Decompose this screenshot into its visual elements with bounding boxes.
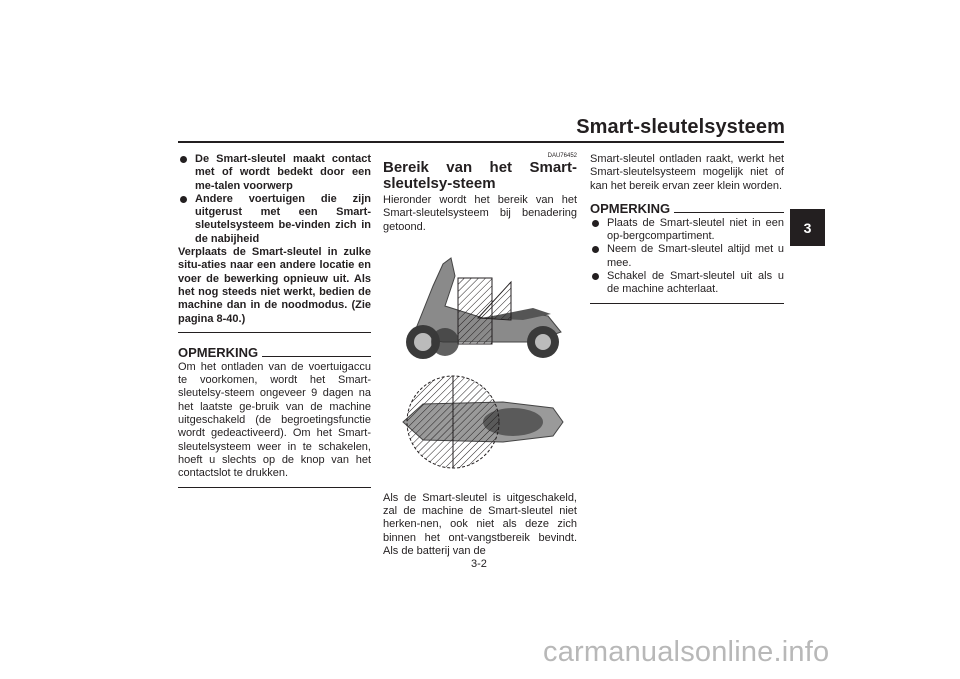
column-middle	[383, 153, 577, 558]
bullet-text: Plaats de Smart-sleutel niet in een op-bergcompartiment.	[607, 216, 784, 243]
warning-paragraph: Verplaats de Smart-sleutel in zulke situ-aties naar een andere locatie en voer de bewerking opnieuw uit. Als het nog steeds niet werkt, bedien de machine dan in de noodmodus. (Zie pagina 8-40.)	[178, 246, 371, 325]
watermark[interactable]: carmanualsonline.info	[543, 636, 830, 668]
bullet-item	[590, 217, 784, 244]
column-left	[178, 153, 371, 488]
section-divider	[178, 332, 371, 333]
bullet-item	[590, 270, 784, 297]
note-heading-rule	[674, 212, 784, 213]
note-heading-label: OPMERKING	[590, 200, 671, 216]
scooter-top-view-illustration	[383, 374, 577, 470]
bullet-dot-icon	[592, 246, 599, 253]
bullet-dot-icon	[592, 220, 599, 227]
note-text: Om het ontladen van de voertuigaccu te voorkomen, wordt het Smart-sleutelsy-steem ongeveer 9 dagen na het laatste ge-bruik van de machine uitgeschakeld (de begroetingsfunctie wordt gedeactiveerd). Om het Smart-sleutelsysteem weer in te schakelen, hoeft u slechts op de knop van het contactslot te drukken.	[178, 360, 371, 480]
continued-text: Smart-sleutel ontladen raakt, werkt het Smart-sleutelsysteem mogelijk niet of kan het bereik ervan zeer klein worden.	[590, 153, 784, 192]
note-end-rule	[590, 303, 784, 304]
bullet-dot-icon	[592, 273, 599, 280]
section-heading: Bereik van het Smart-sleutelsy-steem	[383, 159, 577, 192]
page-title: Smart-sleutelsysteem	[576, 116, 785, 138]
note-heading-label: OPMERKING	[178, 344, 259, 360]
bullet-text: De Smart-sleutel maakt contact met of wordt bedekt door een me-talen voorwerp	[195, 153, 371, 192]
bullet-text: Andere voertuigen die zijn uitgerust met een Smart-sleutelsysteem be-vinden zich in de nabijheid	[195, 192, 371, 245]
note-end-rule	[178, 487, 371, 488]
bullet-dot-icon	[180, 156, 187, 163]
scooter-side-view-illustration	[383, 246, 577, 366]
note-heading-rule	[262, 356, 371, 357]
intro-text: Hieronder wordt het bereik van het Smart-sleutelsysteem bij benadering getoond.	[383, 194, 577, 233]
page-number: 3-2	[471, 558, 487, 570]
header-rule	[178, 141, 784, 143]
bullet-text: Neem de Smart-sleutel altijd met u mee.	[607, 243, 784, 269]
bullet-item	[178, 193, 371, 246]
note-heading	[178, 345, 371, 360]
chapter-tab[interactable]: 3	[790, 209, 825, 246]
bullet-text: Schakel de Smart-sleutel uit als u de machine achterlaat.	[607, 270, 784, 296]
body-text: Als de Smart-sleutel is uitgeschakeld, zal de machine de Smart-sleutel niet herken-nen, ook niet als deze zich binnen het ont-vangstbereik bevindt. Als de batterij van de	[383, 491, 577, 558]
note-heading	[590, 201, 784, 216]
section-code: DAU76452	[547, 153, 577, 159]
column-right	[590, 153, 784, 304]
bullet-dot-icon	[180, 196, 187, 203]
bullet-item	[178, 153, 371, 193]
bullet-item	[590, 243, 784, 270]
